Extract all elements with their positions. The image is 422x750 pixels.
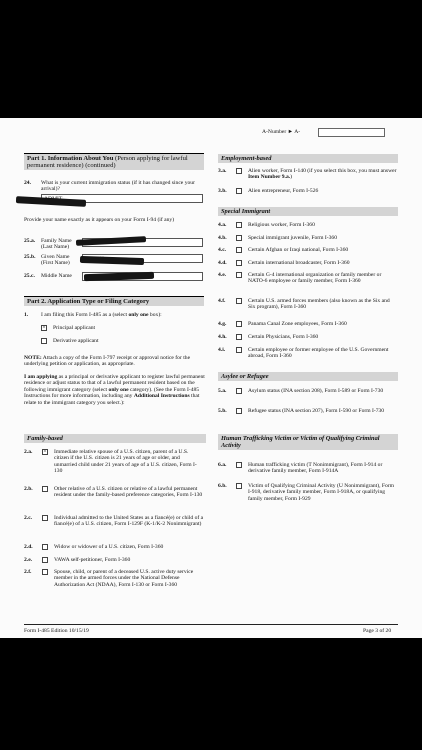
middle-name-label: Middle Name xyxy=(41,273,72,279)
q24-number: 24. xyxy=(24,180,31,186)
footer-edition: Form I-485 Edition 10/15/19 xyxy=(24,628,89,634)
special-immigrant-category-checkbox[interactable] xyxy=(236,235,242,241)
special-immigrant-category-checkbox[interactable] xyxy=(236,347,242,353)
employment-category-label: Alien worker, Form I-140 (if you select this box, you must answer Item Number 9.a.) xyxy=(248,168,397,181)
special-immigrant-category-checkbox[interactable] xyxy=(236,334,242,340)
trafficking-header: Human Trafficking Victim or Victim of Qualifying Criminal Activity xyxy=(218,434,398,450)
principal-applicant-label: Principal applicant xyxy=(53,325,96,331)
special-immigrant-category-number: 4.h. xyxy=(218,334,227,340)
asylee-category-checkbox[interactable] xyxy=(236,388,242,394)
family-category-label: Other relative of a U.S. citizen or relative of a lawful permanent resident under the family-based preference categories, Form I-130 xyxy=(54,486,203,499)
special-immigrant-category-label: Special immigrant juvenile, Form I-360 xyxy=(248,235,338,241)
provide-name-text: Provide your name exactly as it appears on your Form I-94 (if any) xyxy=(24,217,175,223)
q25b-number: 25.b. xyxy=(24,254,36,260)
employment-category-number: 3.b. xyxy=(218,188,227,194)
part2-header: Part 2. Application Type or Filing Category xyxy=(24,296,204,306)
part1-header: Part 1. Information About You (Person applying for lawful permanent residence) (continued) xyxy=(24,153,204,170)
employment-category-number: 3.a. xyxy=(218,168,227,174)
family-category-label: VAWA self-petitioner, Form I-360 xyxy=(54,557,131,563)
family-category-number: 2.d. xyxy=(24,544,33,550)
family-based-header: Family-based xyxy=(24,434,206,443)
family-category-label: Widow or widower of a U.S. citizen, Form I-360 xyxy=(54,544,164,550)
employment-category-checkbox[interactable] xyxy=(236,168,242,174)
family-category-number: 2.b. xyxy=(24,486,33,492)
family-category-checkbox[interactable] xyxy=(42,515,48,521)
trafficking-category-label: Victim of Qualifying Criminal Activity (U Nonimmigrant), Form I-918, derivative family member, Form I-918A, or qualifying family member, Form I-929 xyxy=(248,483,395,502)
asylee-category-label: Asylum status (INA section 208), Form I-589 or Form I-730 xyxy=(248,388,384,394)
special-immigrant-category-label: Certain international broadcaster, Form I-360 xyxy=(248,260,350,266)
q24-text: What is your current immigration status (if it has changed since your arrival)? xyxy=(41,180,195,193)
special-immigrant-category-label: Certain employee or former employee of the U.S. Government abroad, Form I-360 xyxy=(248,347,389,360)
employment-category-label: Alien entrepreneur, Form I-526 xyxy=(248,188,319,194)
family-name-label: Family Name (Last Name) xyxy=(41,238,72,251)
special-immigrant-category-label: Certain U.S. armed forces members (also known as the Six and Six program), Form I-360 xyxy=(248,298,390,311)
derivative-applicant-checkbox[interactable] xyxy=(41,338,47,344)
footer-page-number: Page 3 of 20 xyxy=(363,628,392,634)
form-page xyxy=(0,118,422,638)
footer-rule xyxy=(24,624,398,625)
family-category-number: 2.c. xyxy=(24,515,33,521)
special-immigrant-category-checkbox[interactable] xyxy=(236,260,242,266)
family-category-number: 2.a. xyxy=(24,449,33,455)
special-immigrant-category-checkbox[interactable] xyxy=(236,272,242,278)
family-category-number: 2.f. xyxy=(24,569,32,575)
special-immigrant-category-number: 4.d. xyxy=(218,260,227,266)
special-immigrant-category-label: Certain Afghan or Iraqi national, Form I-360 xyxy=(248,247,349,253)
applying-text: I am applying as a principal or derivative applicant to register lawful permanent residence or adjust status to that of a lawful permanent resident based on the following immigrant category (select only one category). (See the Form I-485 Instructions for more information, including any Additional Instructions that relate to the immigrant category you select.): xyxy=(24,374,205,406)
employment-category-checkbox[interactable] xyxy=(236,188,242,194)
special-immigrant-category-checkbox[interactable] xyxy=(236,222,242,228)
family-category-label: Spouse, child, or parent of a deceased U.S. active duty service member in the armed forces under the National Defense Authorization Act (NDAA), Form I-130 or Form I-360 xyxy=(54,569,194,588)
asylee-refugee-header: Asylee or Refugee xyxy=(218,372,398,381)
derivative-applicant-label: Derivative applicant xyxy=(53,338,99,344)
special-immigrant-category-number: 4.a. xyxy=(218,222,227,228)
family-category-label: Individual admitted to the United States as a fiancé(e) or child of a fiancé(e) of a U.S. citizen, Form I-129F (K-1/K-2 Nonimmigrant) xyxy=(54,515,204,528)
special-immigrant-category-checkbox[interactable] xyxy=(236,298,242,304)
trafficking-category-checkbox[interactable] xyxy=(236,483,242,489)
asylee-category-label: Refugee status (INA section 207), Form I-590 or Form I-730 xyxy=(248,408,385,414)
trafficking-category-label: Human trafficking victim (T Nonimmigrant), Form I-914 or derivative family member, Form I-914A xyxy=(248,462,383,475)
note-text: NOTE: Attach a copy of the Form I-797 receipt or approval notice for the underlying petition or application, as appropriate. xyxy=(24,355,191,368)
special-immigrant-category-label: Panama Canal Zone employees, Form I-360 xyxy=(248,321,347,327)
special-immigrant-category-number: 4.e. xyxy=(218,272,227,278)
special-immigrant-category-checkbox[interactable] xyxy=(236,321,242,327)
family-category-checkbox[interactable] xyxy=(42,569,48,575)
trafficking-category-number: 6.a. xyxy=(218,462,227,468)
special-immigrant-category-label: Certain Physicians, Form I-360 xyxy=(248,334,319,340)
family-category-checkbox[interactable] xyxy=(42,557,48,563)
trafficking-category-number: 6.b. xyxy=(218,483,227,489)
asylee-category-checkbox[interactable] xyxy=(236,408,242,414)
principal-applicant-checkbox[interactable]: × xyxy=(42,325,46,331)
employment-based-header: Employment-based xyxy=(218,154,398,163)
family-category-number: 2.e. xyxy=(24,557,33,563)
asylee-category-number: 5.a. xyxy=(218,388,227,394)
special-immigrant-category-label: Certain G-4 international organization or family member or NATO-6 employee or family member, Form I-360 xyxy=(248,272,382,285)
redaction-mark xyxy=(80,256,144,265)
q25a-number: 25.a. xyxy=(24,238,36,244)
special-immigrant-category-label: Religious worker, Form I-360 xyxy=(248,222,315,228)
special-immigrant-category-number: 4.f. xyxy=(218,298,226,304)
a-number-label: A-Number ► A- xyxy=(262,129,301,135)
special-immigrant-header: Special Immigrant xyxy=(218,207,398,216)
special-immigrant-category-number: 4.b. xyxy=(218,235,227,241)
special-immigrant-category-number: 4.c. xyxy=(218,247,227,253)
q25c-number: 25.c. xyxy=(24,273,35,279)
special-immigrant-category-number: 4.g. xyxy=(218,321,227,327)
a-number-field[interactable] xyxy=(318,128,385,137)
family-category-checkbox[interactable] xyxy=(42,486,48,492)
given-name-label: Given Name (First Name) xyxy=(41,254,70,267)
q1-number: 1. xyxy=(24,312,29,318)
family-category-checkbox[interactable]: × xyxy=(43,449,47,455)
trafficking-category-checkbox[interactable] xyxy=(236,462,242,468)
family-category-checkbox[interactable] xyxy=(42,544,48,550)
special-immigrant-category-number: 4.i. xyxy=(218,347,226,353)
asylee-category-number: 5.b. xyxy=(218,408,227,414)
q1-text: I am filing this Form I-485 as a (select only one box): xyxy=(41,312,162,318)
special-immigrant-category-checkbox[interactable] xyxy=(236,247,242,253)
family-category-label: Immediate relative spouse of a U.S. citizen, parent of a U.S. citizen if the U.S. citizen is 21 years of age or older, and unmarried child under 21 years of age of a U.S. citizen, Form I-130 xyxy=(54,449,197,475)
